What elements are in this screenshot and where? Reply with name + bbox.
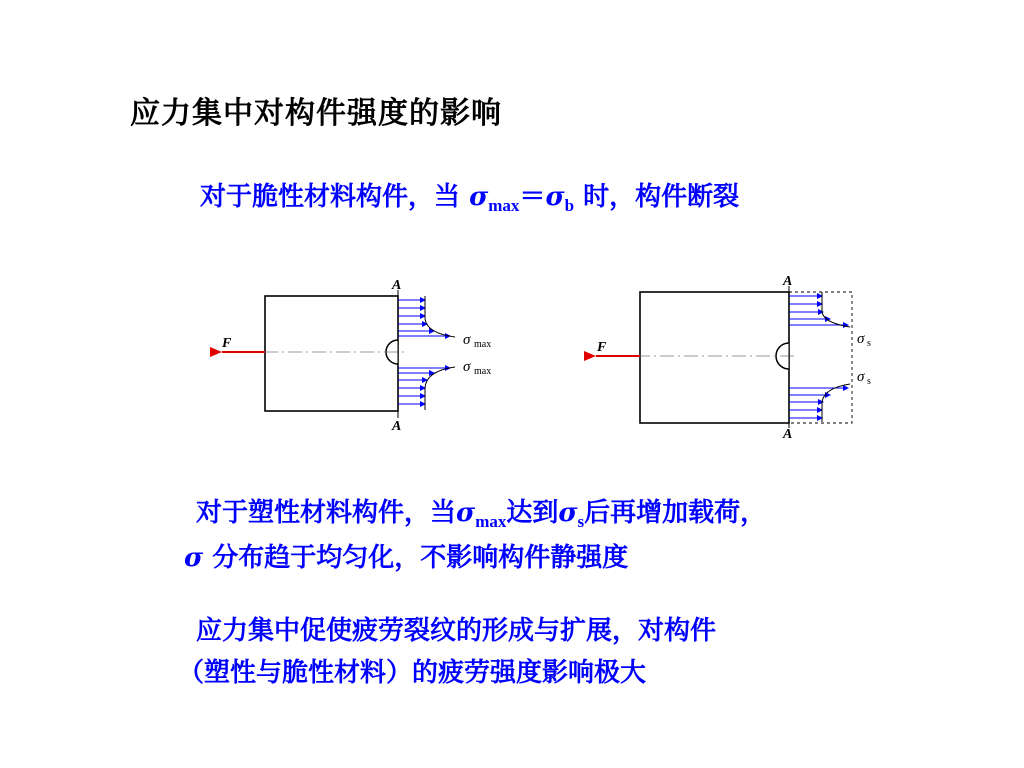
- left-plate: [265, 296, 398, 411]
- right-label-force: F: [597, 340, 607, 355]
- left-label-sigma-2: σ: [463, 359, 471, 375]
- equals-sign: ＝: [519, 182, 546, 212]
- left-label-sub-2: max: [474, 366, 492, 377]
- right-label-sub-1: s: [867, 338, 871, 349]
- sigma-symbol: σ: [184, 543, 204, 573]
- fatigue-statement: [178, 610, 717, 694]
- right-label-sigma-1: σ: [857, 331, 865, 347]
- left-label-sigma-1: σ: [463, 332, 471, 348]
- sigma-symbol-s: σ: [558, 498, 578, 528]
- right-stress-curve-bottom: [822, 384, 850, 422]
- ductile-text-mid: 达到: [506, 498, 559, 528]
- brittle-text-post: 时，构件断裂: [583, 182, 740, 212]
- brittle-text-pre: 对于脆性材料构件，当: [200, 182, 461, 212]
- right-label-sigma-2: σ: [857, 369, 865, 385]
- right-stress-arrows: [789, 296, 848, 418]
- sigma-symbol: σ: [456, 498, 476, 528]
- left-label-a-bottom: A: [392, 419, 402, 434]
- sigma-symbol: σ: [469, 182, 489, 212]
- subscript-max: max: [475, 512, 507, 531]
- ductile-text-post: 后再增加载荷，: [584, 498, 767, 528]
- right-label-sub-2: s: [867, 376, 871, 387]
- sigma-symbol-b: σ: [545, 182, 565, 212]
- left-stress-arrows: [398, 300, 450, 404]
- subscript-s: s: [577, 512, 585, 531]
- page-title: 应力集中对构件强度的影响: [130, 96, 502, 131]
- subscript-max: max: [488, 196, 520, 215]
- right-stress-curve-top: [822, 292, 850, 327]
- ductile-statement: [184, 492, 767, 579]
- fatigue-line-1: 应力集中促使疲劳裂纹的形成与扩展，对构件: [196, 616, 717, 646]
- ductile-line-2-text: 分布趋于均匀化，不影响构件静强度: [212, 543, 629, 573]
- subscript-b: b: [564, 196, 575, 215]
- right-label-a-top: A: [783, 274, 793, 289]
- right-plate: [640, 292, 789, 423]
- ductile-text-pre: 对于塑性材料构件，当: [196, 498, 457, 528]
- left-label-a-top: A: [392, 278, 402, 293]
- left-figure: [221, 278, 491, 434]
- fatigue-line-2: （塑性与脆性材料）的疲劳强度影响极大: [178, 658, 647, 688]
- left-label-force: F: [222, 336, 232, 351]
- ductile-line-2: [184, 537, 766, 579]
- right-label-a-bottom: A: [783, 427, 793, 442]
- left-label-sub-1: max: [474, 339, 492, 350]
- ductile-line-1: [196, 492, 766, 537]
- right-figure: [596, 274, 871, 442]
